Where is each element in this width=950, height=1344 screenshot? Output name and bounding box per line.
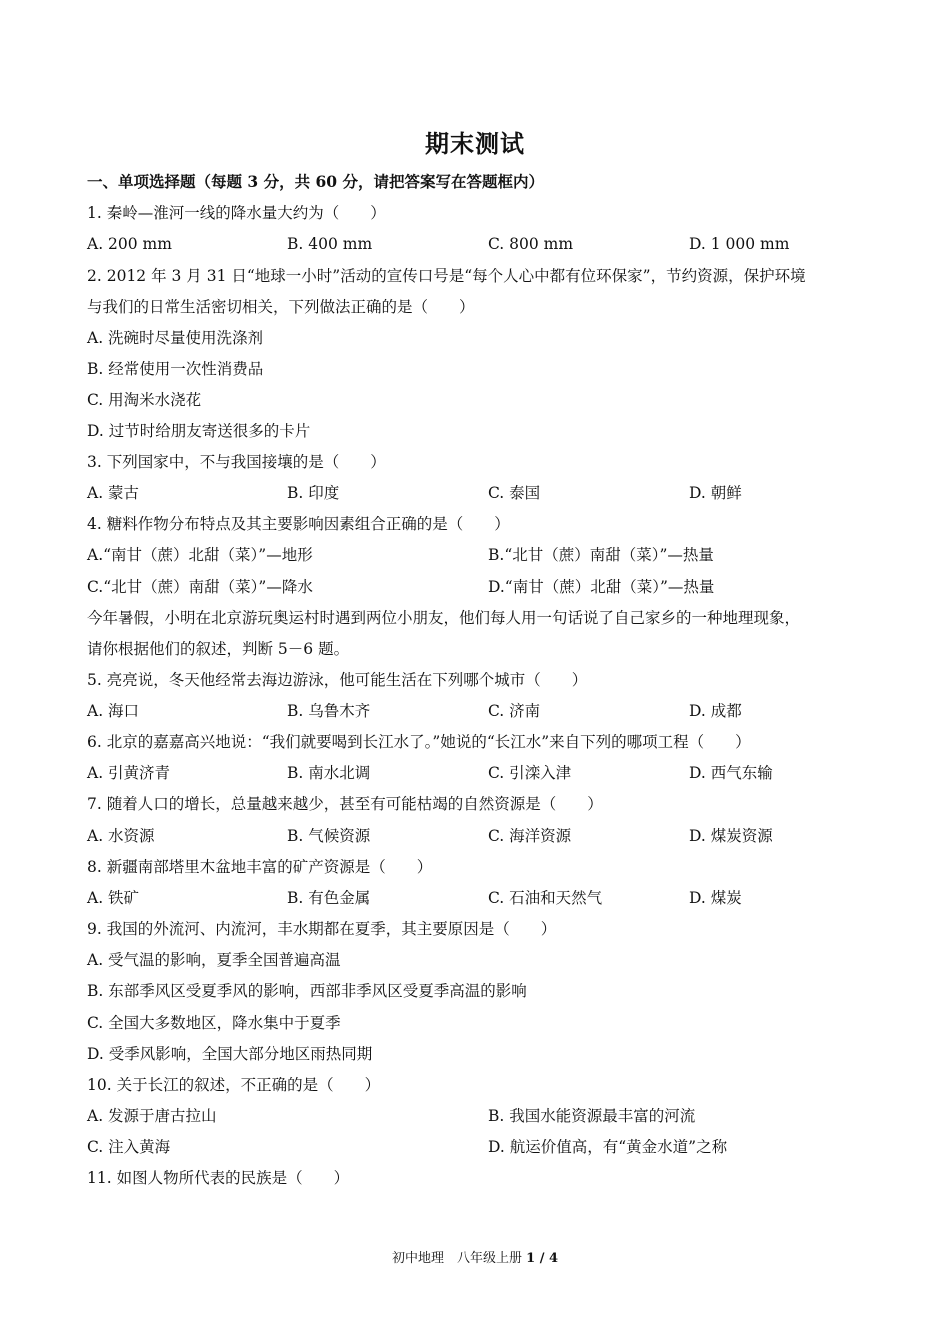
question-10-option-c: C. 注入黄海: [87, 1138, 171, 1156]
question-2-stem-line1: 2. 2012 年 3 月 31 日“地球一小时”活动的宣传口号是“每个人心中都有位环保家”，节约资源，保护环境: [87, 267, 806, 285]
question-6-option-c: C. 引滦入津: [488, 764, 572, 782]
question-9-option-c: C. 全国大多数地区，降水集中于夏季: [87, 1014, 341, 1032]
question-9-option-d: D. 受季风影响，全国大部分地区雨热同期: [87, 1045, 373, 1063]
question-9-stem: 9. 我国的外流河、内流河，丰水期都在夏季，其主要原因是（ ）: [87, 920, 557, 938]
question-1-option-b: B. 400 mm: [287, 235, 373, 253]
question-1-stem: 1. 秦岭—淮河一线的降水量大约为（ ）: [87, 204, 386, 222]
question-3-option-d: D. 朝鲜: [689, 484, 742, 502]
question-5-option-c: C. 济南: [488, 702, 541, 720]
question-2-option-b: B. 经常使用一次性消费品: [87, 360, 264, 378]
question-9-option-b: B. 东部季风区受夏季风的影响，西部非季风区受夏季高温的影响: [87, 982, 527, 1000]
question-1-option-d: D. 1 000 mm: [689, 235, 790, 253]
question-4-option-d: D.“南甘（蔗）北甜（菜）”—热量: [488, 578, 715, 596]
question-4-option-a: A.“南甘（蔗）北甜（菜）”—地形: [87, 546, 313, 564]
question-10-stem: 10. 关于长江的叙述，不正确的是（ ）: [87, 1076, 381, 1094]
question-7-option-b: B. 气候资源: [287, 827, 371, 845]
footer-page-number: 1 / 4: [526, 1251, 559, 1266]
question-1-option-a: A. 200 mm: [87, 235, 172, 253]
question-5-stem: 5. 亮亮说，冬天他经常去海边游泳，他可能生活在下列哪个城市（ ）: [87, 671, 588, 689]
question-7-option-c: C. 海洋资源: [488, 827, 572, 845]
question-7-stem: 7. 随着人口的增长，总量越来越少，甚至有可能枯竭的自然资源是（ ）: [87, 795, 603, 813]
question-2-option-a: A. 洗碗时尽量使用洗涤剂: [87, 329, 264, 347]
question-8-option-b: B. 有色金属: [287, 889, 371, 907]
question-10-option-a: A. 发源于唐古拉山: [87, 1107, 217, 1125]
question-5-option-a: A. 海口: [87, 702, 140, 720]
question-3-option-b: B. 印度: [287, 484, 340, 502]
question-9-option-a: A. 受气温的影响，夏季全国普遍高温: [87, 951, 341, 969]
question-10-option-d: D. 航运价值高，有“黄金水道”之称: [488, 1138, 728, 1156]
question-6-stem: 6. 北京的嘉嘉高兴地说：“我们就要喝到长江水了。”她说的“长江水”来自下列的哪项工程（ ）: [87, 733, 751, 751]
question-3-option-c: C. 泰国: [488, 484, 541, 502]
question-3-stem: 3. 下列国家中，不与我国接壤的是（ ）: [87, 453, 386, 471]
question-1-option-c: C. 800 mm: [488, 235, 574, 253]
question-5-option-d: D. 成都: [689, 702, 742, 720]
question-4-option-c: C.“北甘（蔗）南甜（菜）”—降水: [87, 578, 313, 596]
question-2-stem-line2: 与我们的日常生活密切相关，下列做法正确的是（ ）: [87, 298, 475, 316]
question-7-option-d: D. 煤炭资源: [689, 827, 773, 845]
section-heading: 一、单项选择题（每题 3 分，共 60 分，请把答案写在答题框内）: [87, 172, 544, 191]
question-10-option-b: B. 我国水能资源最丰富的河流: [488, 1107, 696, 1125]
page-title: 期末测试: [425, 129, 525, 158]
passage-line1: 今年暑假，小明在北京游玩奥运村时遇到两位小朋友，他们每人用一句话说了自己家乡的一种地理现象，: [87, 609, 801, 627]
question-5-option-b: B. 乌鲁木齐: [287, 702, 371, 720]
question-3-option-a: A. 蒙古: [87, 484, 140, 502]
question-2-option-d: D. 过节时给朋友寄送很多的卡片: [87, 422, 311, 440]
question-8-option-d: D. 煤炭: [689, 889, 742, 907]
question-7-option-a: A. 水资源: [87, 827, 155, 845]
question-6-option-b: B. 南水北调: [287, 764, 371, 782]
question-8-option-c: C. 石油和天然气: [488, 889, 603, 907]
question-6-option-d: D. 西气东输: [689, 764, 773, 782]
page-footer: [0, 1247, 950, 1266]
question-2-option-c: C. 用淘米水浇花: [87, 391, 202, 409]
question-8-stem: 8. 新疆南部塔里木盆地丰富的矿产资源是（ ）: [87, 858, 433, 876]
footer-subject: 初中地理 八年级上册: [391, 1251, 522, 1266]
question-11-stem: 11. 如图人物所代表的民族是（ ）: [87, 1169, 350, 1187]
question-8-option-a: A. 铁矿: [87, 889, 140, 907]
question-4-option-b: B.“北甘（蔗）南甜（菜）”—热量: [488, 546, 714, 564]
question-6-option-a: A. 引黄济青: [87, 764, 171, 782]
passage-line2: 请你根据他们的叙述，判断 5－6 题。: [87, 640, 350, 658]
question-4-stem: 4. 糖料作物分布特点及其主要影响因素组合正确的是（ ）: [87, 515, 510, 533]
